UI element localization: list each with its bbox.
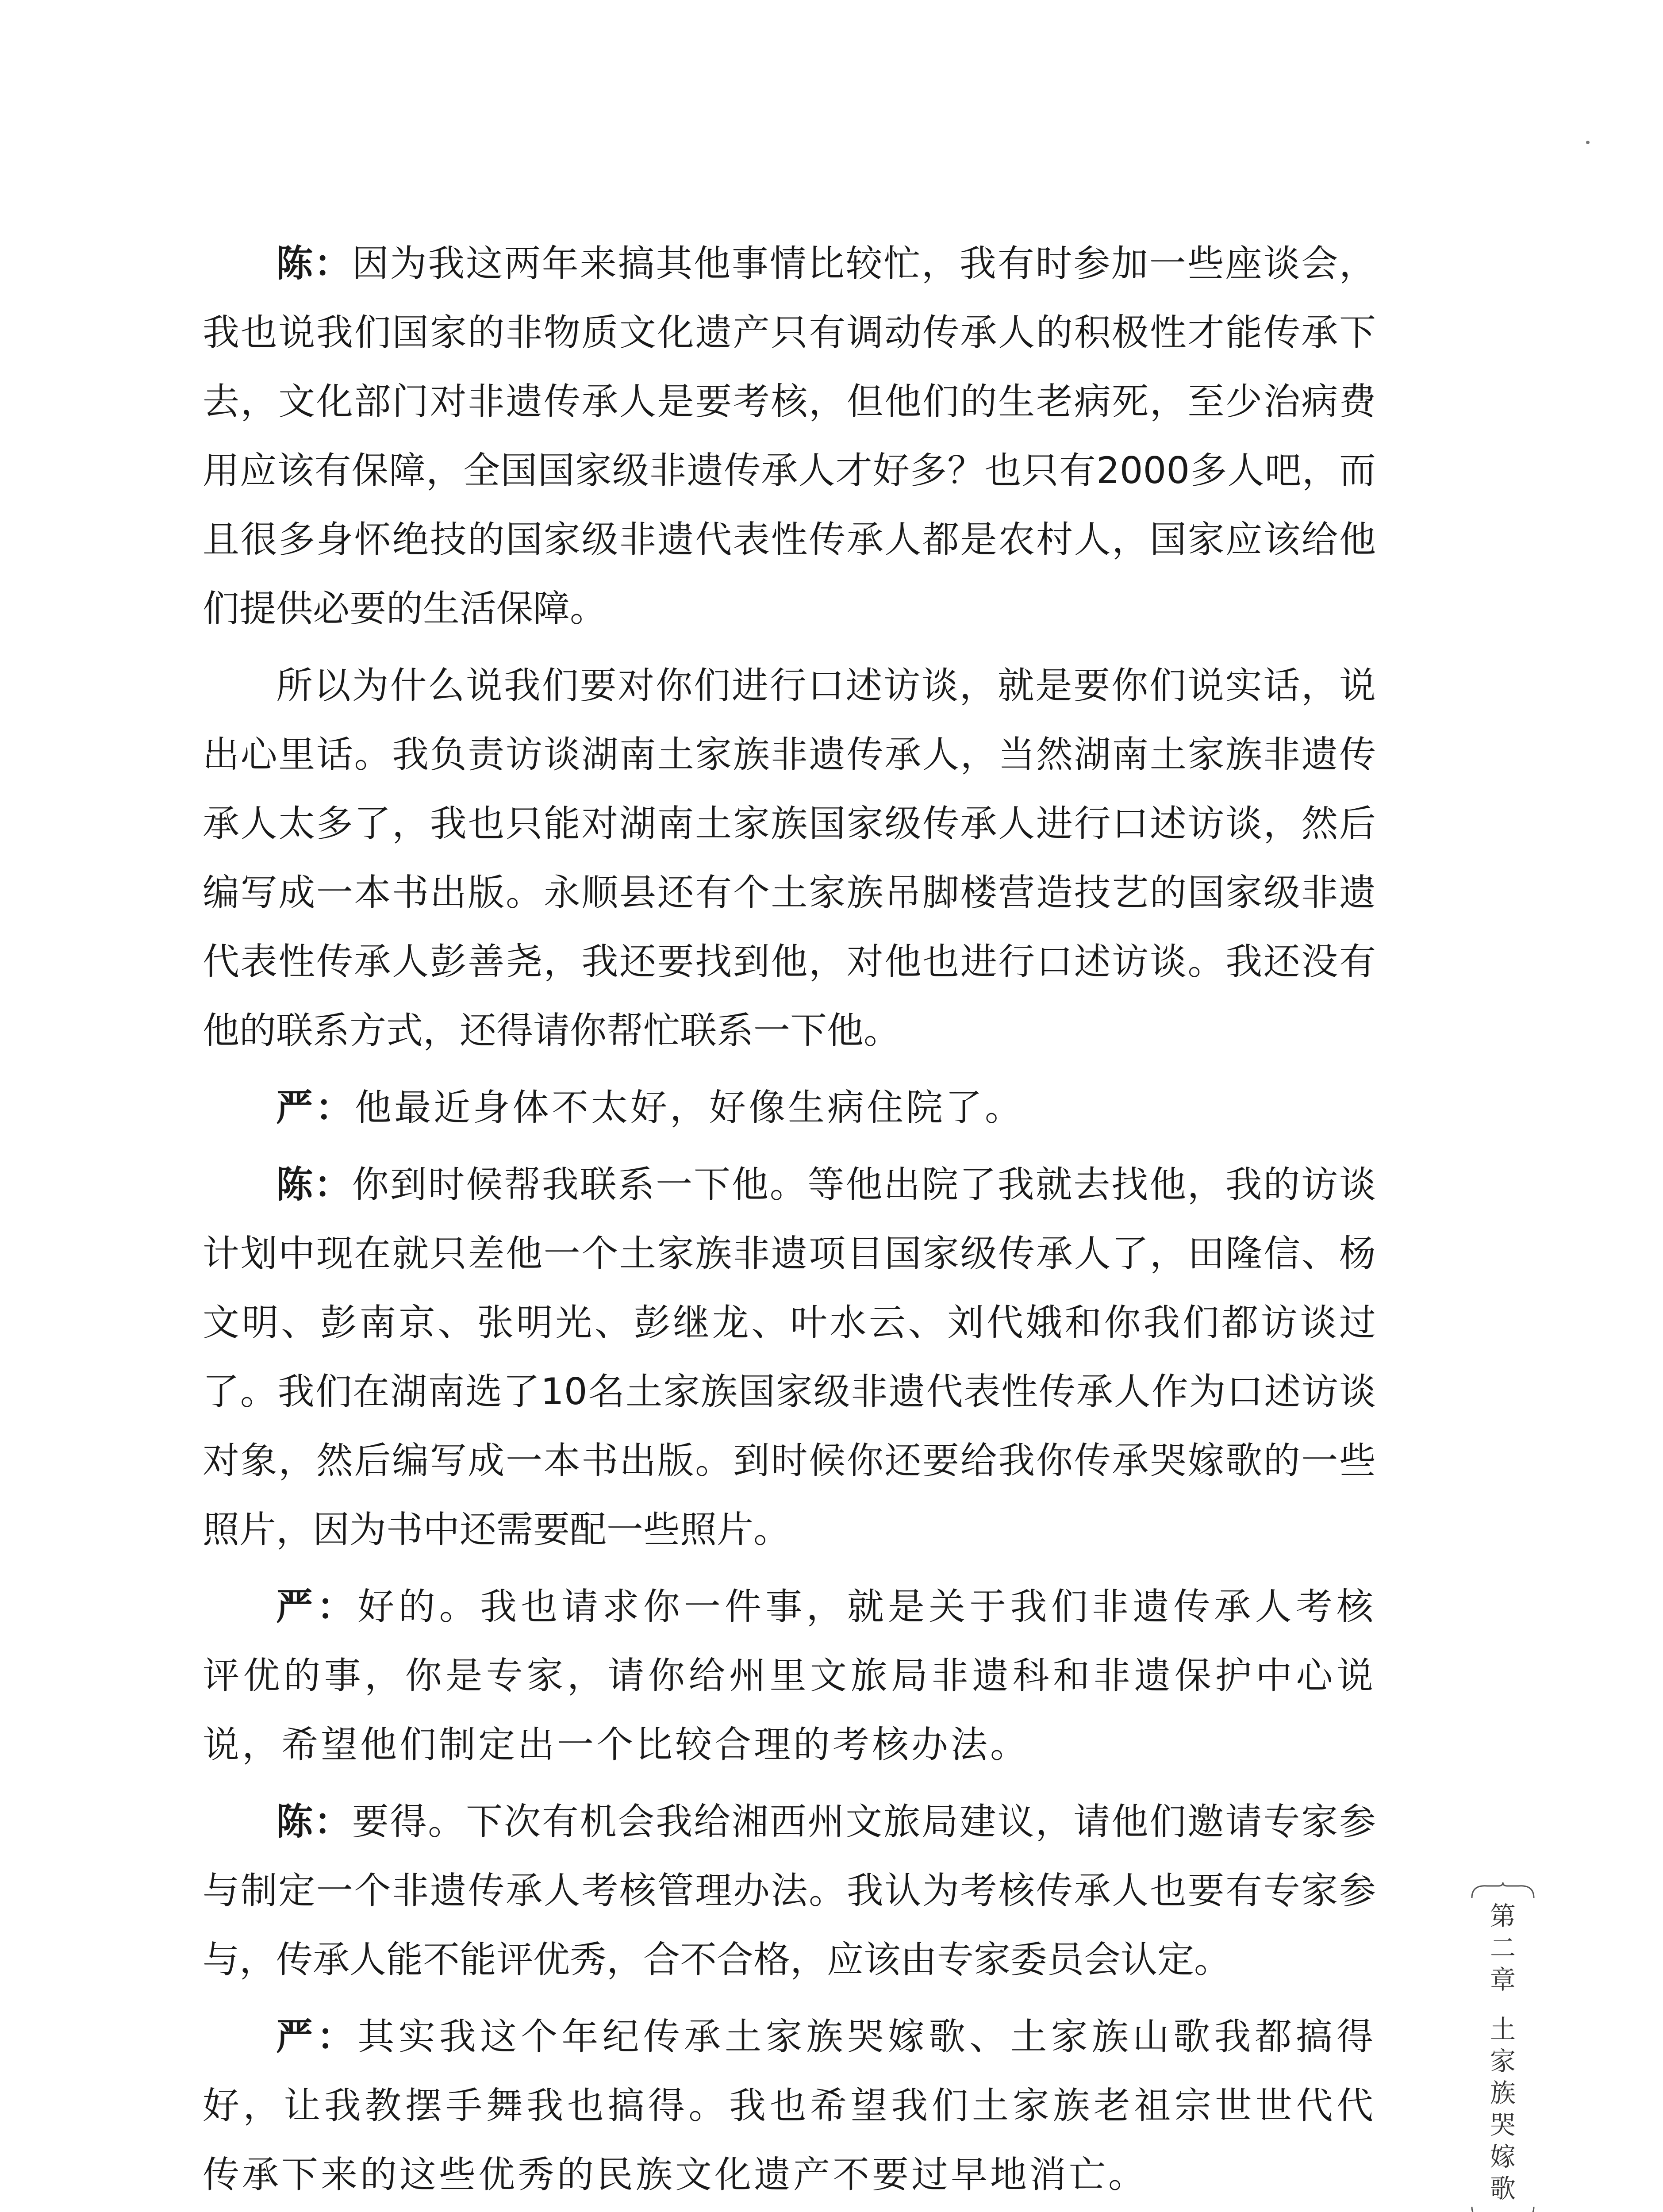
speaker-label: 严： xyxy=(276,1086,355,1129)
paragraph-text: 他最近身体不太好，好像生病住院了。 xyxy=(355,1086,1024,1129)
title-char: 家 xyxy=(1490,2046,1516,2076)
speaker-label: 陈： xyxy=(276,1163,352,1206)
paragraph xyxy=(203,1150,1376,1564)
paragraph xyxy=(203,1787,1376,1994)
chapter-char: 第 xyxy=(1490,1901,1516,1931)
title-char: 哭 xyxy=(1490,2110,1516,2140)
title-char: 歌 xyxy=(1490,2174,1516,2204)
title-char: 嫁 xyxy=(1490,2142,1516,2172)
paragraph xyxy=(203,229,1376,643)
paragraph-text: 因为我这两年来搞其他事情比较忙，我有时参加一些座谈会，我也说我们国家的非物质文化遗产只有调动传承人的积极性才能传承下去，文化部门对非遗传承人是要考核，但他们的生老病死，至少治病费用应该有保障，全国国家级非遗传承人才好多？也只有2000多人吧，而且很多身怀绝技的国家级非遗代表性传承人都是农村人，国家应该给他们提供必要的生活保障。 xyxy=(203,242,1376,630)
paragraph-text: 好的。我也请求你一件事，就是关于我们非遗传承人考核评优的事，你是专家，请你给州里文旅局非遗科和非遗保护中心说说，希望他们制定出一个比较合理的考核办法。 xyxy=(203,1585,1376,1766)
paragraph-text: 其实我这个年纪传承土家族哭嫁歌、土家族山歌我都搞得好，让我教摆手舞我也搞得。我也希望我们土家族老祖宗世世代代传承下来的这些优秀的民族文化遗产不要过早地消亡。 xyxy=(203,2015,1376,2196)
speaker-label: 陈： xyxy=(276,242,352,285)
paragraph xyxy=(203,1073,1376,1142)
paragraph xyxy=(203,1572,1376,1779)
speaker-label: 陈： xyxy=(276,1800,352,1843)
chapter-char: 章 xyxy=(1490,1965,1516,1995)
paragraph-text: 所以为什么说我们要对你们进行口述访谈，就是要你们说实话，说出心里话。我负责访谈湖南土家族非遗传承人，当然湖南土家族非遗传承人太多了，我也只能对湖南土家族国家级传承人进行口述访谈，然后编写成一本书出版。永顺县还有个土家族吊脚楼营造技艺的国家级非遗代表性传承人彭善尧，我还要找到他，对他也进行口述访谈。我还没有他的联系方式，还得请你帮忙联系一下他。 xyxy=(203,664,1376,1052)
paragraph xyxy=(203,651,1376,1065)
margin-dot xyxy=(1586,141,1590,144)
body-text xyxy=(203,229,1376,2212)
paragraph xyxy=(203,2002,1376,2209)
bracket-top xyxy=(1470,1882,1536,1900)
chapter-char: 二 xyxy=(1490,1933,1516,1963)
paragraph-text: 要得。下次有机会我给湘西州文旅局建议，请他们邀请专家参与制定一个非遗传承人考核管理办法。我认为考核传承人也要有专家参与，传承人能不能评优秀，合不合格，应该由专家委员会认定。 xyxy=(203,1800,1376,1981)
title-char: 族 xyxy=(1490,2078,1516,2108)
speaker-label: 严： xyxy=(276,1585,358,1628)
speaker-label: 严： xyxy=(276,2015,358,2058)
bracket-bottom xyxy=(1470,2204,1536,2212)
chapter-side-tab xyxy=(1470,1882,1536,2212)
title-char: 土 xyxy=(1490,2014,1516,2044)
paragraph-text: 你到时候帮我联系一下他。等他出院了我就去找他，我的访谈计划中现在就只差他一个土家族非遗项目国家级传承人了，田隆信、杨文明、彭南京、张明光、彭继龙、叶水云、刘代娥和你我们都访谈过了。我们在湖南选了10名土家族国家级非遗代表性传承人作为口述访谈对象，然后编写成一本书出版。到时候你还要给我你传承哭嫁歌的一些照片，因为书中还需要配一些照片。 xyxy=(203,1163,1376,1551)
